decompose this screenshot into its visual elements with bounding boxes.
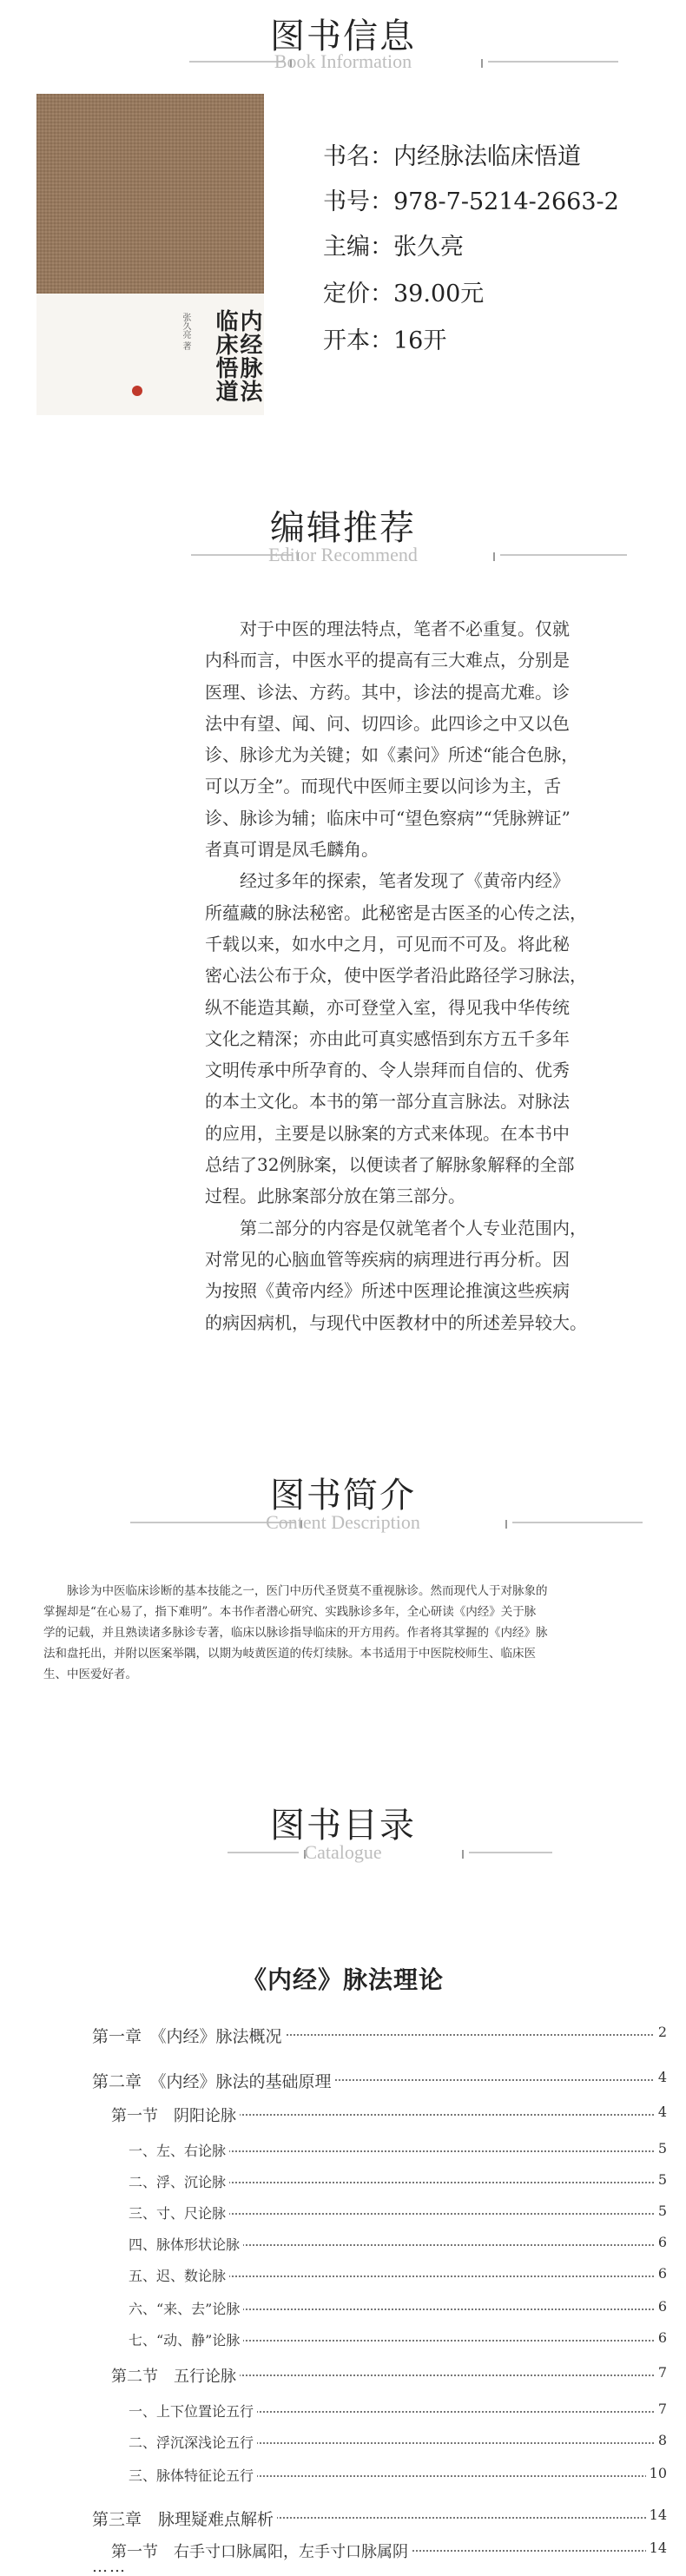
toc-page-number: 6 (655, 2265, 667, 2282)
book-info-value: 内经脉法临床悟道 (393, 143, 581, 170)
text-line: 对常见的心脑血管等疾病的病理进行再分析。因 (205, 1248, 570, 1270)
toc-entry-title: 五、迟、数论脉 (129, 2265, 229, 2285)
divider (500, 554, 627, 556)
toc-entry[interactable] (0, 2298, 686, 2319)
text-line: 掌握却是“在心易了，指下难明”。本书作者潜心研究、实践脉诊多年，全心研读《内经》关于脉 (43, 1605, 537, 1619)
divider (512, 1522, 643, 1523)
text-line: 可以万全”。而现代中医师主要以问诊为主，舌 (205, 776, 562, 797)
text-line: 经过多年的探索，笔者发现了《黄帝内经》 (205, 870, 570, 892)
cover-title-col1: 内经脉法 (236, 309, 262, 403)
publisher-logo-icon (132, 386, 142, 396)
toc-page-number: 14 (646, 2540, 667, 2556)
text-line: 总结了32例脉案，以便读者了解脉象解释的全部 (205, 1154, 575, 1176)
toc-entry-title: 三、寸、尺论脉 (129, 2203, 229, 2223)
toc-entry[interactable] (0, 2329, 686, 2350)
content-description-text (43, 1581, 658, 1685)
book-info-value: 978-7-5214-2663-2 (393, 188, 619, 215)
text-line: 脉诊为中医临床诊断的基本技能之一，医门中历代圣贤莫不重视脉诊。然而现代人于对脉象的 (43, 1584, 548, 1598)
book-info-value: 张久亮 (393, 234, 464, 261)
editor-recommend-text (205, 613, 597, 1338)
toc-entry[interactable] (0, 2024, 686, 2044)
toc-entry[interactable] (0, 2234, 686, 2255)
section-title-zh: 图书目录 (270, 1806, 416, 1846)
text-line: 的应用，主要是以脉案的方式来体现。在本书中 (205, 1122, 570, 1144)
toc-page-number: 4 (655, 2069, 667, 2085)
book-info-key: 书名： (323, 143, 393, 170)
toc-entry-title: 二、浮、沉论脉 (129, 2171, 229, 2191)
book-info-row (323, 228, 464, 261)
toc-page-number: 6 (655, 2298, 667, 2315)
section-title-en: Content Description (266, 1511, 420, 1533)
section-title-en: Editor Recommend (268, 544, 418, 565)
text-line: 法和盘托出，并附以医案举隅，以期为岐黄医道的传灯续脉。本书适用于中医院校师生、临床医 (43, 1647, 536, 1661)
toc-entry[interactable] (0, 2364, 686, 2385)
section-title-content (0, 1468, 686, 1537)
book-info-value: 39.00元 (393, 281, 485, 307)
book-cover (36, 94, 264, 415)
toc-page-number: 7 (655, 2401, 667, 2417)
toc-entry-title: 第一节 阴阳论脉 (111, 2104, 240, 2126)
book-info-row (323, 274, 484, 308)
section-title-catalogue (0, 1798, 686, 1867)
text-line: 第二部分的内容是仅就笔者个人专业范围内， (205, 1217, 587, 1238)
cover-author: 张久亮 著 (181, 313, 190, 351)
toc-entry-title: 四、脉体形状论脉 (129, 2234, 243, 2254)
toc-entry[interactable] (0, 2265, 686, 2286)
section-title-zh: 编辑推荐 (270, 508, 416, 548)
toc-page-number: 5 (655, 2140, 667, 2157)
text-line: 法中有望、闻、问、切四诊。此四诊之中又以色 (205, 712, 570, 734)
toc-page-number: 4 (655, 2104, 667, 2120)
section-title-book-info (0, 5, 686, 75)
book-info-value: 16开 (393, 327, 447, 354)
text-line: 千载以来，如水中之月，可见而不可及。将此秘 (205, 933, 570, 954)
toc-entry[interactable] (0, 2069, 686, 2090)
toc-entry-title: 七、“动、静”论脉 (129, 2329, 243, 2349)
text-line: 诊、脉诊为辅；临床中可“望色察病”“凭脉辨证” (205, 807, 571, 829)
text-line: 生、中医爱好者。 (43, 1668, 137, 1681)
text-line: 的病因病机，与现代中医教材中的所述差异较大。 (205, 1311, 587, 1333)
toc-entry[interactable] (0, 2140, 686, 2161)
text-line: 医理、诊法、方药。其中，诊法的提高尤难。诊 (205, 681, 570, 703)
toc-entry[interactable] (0, 2203, 686, 2223)
book-info-row (323, 321, 446, 355)
toc-entry[interactable] (0, 2432, 686, 2453)
text-line: 文明传承中所孕育的、令人崇拜而自信的、优秀 (205, 1060, 570, 1081)
text-line: 学的记载，并且熟读诸多脉诊专著，临床以脉诊指导临床的开方用药。作者将其掌握的《内经》脉 (43, 1626, 548, 1640)
toc-entry[interactable] (0, 2104, 686, 2124)
text-line: 文化之精深；亦由此可真实感悟到东方五千多年 (205, 1027, 570, 1049)
toc-entry-title: 第二章 《内经》脉法的基础原理 (92, 2069, 335, 2092)
toc-entry-title: 第一节 右手寸口脉属阳，左手寸口脉属阴 (111, 2540, 412, 2562)
section-title-zh: 图书简介 (270, 1476, 416, 1516)
toc-entry-title: 六、“来、去”论脉 (129, 2298, 243, 2318)
toc-page-number: 6 (655, 2329, 667, 2346)
text-line: 者真可谓是凤毛麟角。 (205, 839, 379, 861)
book-info-key: 定价： (323, 281, 393, 307)
text-line: 过程。此脉案部分放在第三部分。 (205, 1186, 465, 1207)
text-line: 对于中医的理法特点，笔者不必重复。仅就 (205, 618, 570, 639)
toc-page-number: 2 (655, 2024, 667, 2040)
catalogue-continuation: …… (92, 2558, 127, 2576)
section-title-editor (0, 500, 686, 570)
divider (469, 1852, 552, 1853)
text-line: 所蕴藏的脉法秘密。此秘密是古医圣的心传之法， (205, 902, 587, 923)
toc-entry[interactable] (0, 2171, 686, 2192)
toc-entry-title: 一、上下位置论五行 (129, 2401, 257, 2421)
text-line: 的本土文化。本书的第一部分直言脉法。对脉法 (205, 1091, 570, 1113)
toc-entry-title: 第一章 《内经》脉法概况 (92, 2024, 286, 2047)
toc-page-number: 14 (646, 2507, 667, 2523)
divider (488, 61, 618, 63)
toc-page-number: 8 (655, 2432, 667, 2448)
toc-page-number: 6 (655, 2234, 667, 2250)
toc-entry-title: 二、浮沉深浅论五行 (129, 2432, 257, 2452)
section-title-en: Book Information (274, 50, 412, 72)
catalogue-part-title: 《内经》脉法理论 (241, 1965, 444, 1994)
book-info-key: 书号： (323, 188, 393, 215)
toc-entry-title: 一、左、右论脉 (129, 2140, 229, 2160)
toc-entry-title: 三、脉体特征论五行 (129, 2465, 257, 2485)
book-info-row (323, 137, 581, 171)
toc-entry[interactable] (0, 2507, 686, 2527)
text-line: 内科而言，中医水平的提高有三大难点，分别是 (205, 650, 570, 671)
section-title-zh: 图书信息 (270, 17, 416, 56)
toc-page-number: 5 (655, 2203, 667, 2219)
toc-entry[interactable] (0, 2465, 686, 2486)
text-line: 纵不能造其巅，亦可登堂入室，得见我中华传统 (205, 996, 570, 1018)
text-line: 密心法公布于众，使中医学者沿此路径学习脉法， (205, 965, 587, 987)
book-info-key: 开本： (323, 327, 393, 354)
section-title-en: Catalogue (304, 1841, 382, 1863)
book-info-row (323, 182, 619, 216)
toc-entry-title: 第三章 脉理疑难点解析 (92, 2507, 277, 2530)
cover-title-col2: 临床悟道 (212, 309, 238, 403)
book-info-key: 主编： (323, 234, 393, 261)
toc-page-number: 5 (655, 2171, 667, 2188)
toc-page-number: 7 (655, 2364, 667, 2381)
toc-page-number: 10 (646, 2465, 667, 2481)
toc-entry-title: 第二节 五行论脉 (111, 2364, 240, 2387)
text-line: 诊、脉诊尤为关键；如《素问》所述“能合色脉， (205, 744, 579, 766)
toc-entry[interactable] (0, 2401, 686, 2421)
text-line: 为按照《黄帝内经》所述中医理论推演这些疾病 (205, 1280, 570, 1302)
